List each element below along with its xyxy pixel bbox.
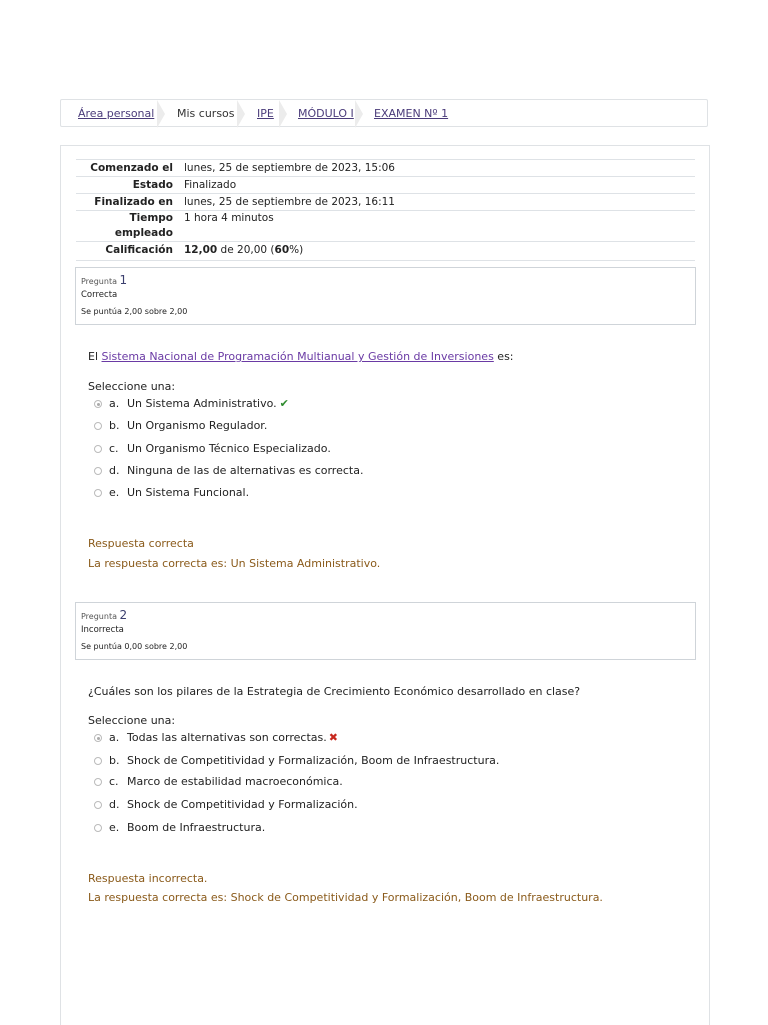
breadcrumb-separator	[157, 100, 165, 128]
breadcrumb-separator	[279, 100, 287, 128]
select-prompt: Seleccione una:	[88, 714, 176, 727]
question-info-2	[75, 602, 696, 660]
breadcrumb-examen[interactable]: EXAMEN Nº 1	[374, 107, 449, 120]
option-text: Shock de Competitividad y Formalización, Boom de Infraestructura.	[127, 754, 500, 767]
question-number: Pregunta 2	[81, 608, 128, 622]
option-letter: d.	[109, 464, 120, 477]
option-letter: e.	[109, 821, 120, 834]
cross-icon: ✖	[328, 731, 338, 744]
radio-button[interactable]	[94, 757, 102, 765]
question-link[interactable]: Sistema Nacional de Programación Multianual y Gestión de Inversiones	[101, 350, 494, 363]
breadcrumb	[60, 99, 708, 127]
breadcrumb-separator	[237, 100, 245, 128]
option-text: Un Organismo Técnico Especializado.	[127, 442, 331, 455]
summary-time-row	[76, 210, 695, 241]
option-letter: b.	[109, 754, 120, 767]
summary-started-row	[76, 159, 695, 177]
breadcrumb-mis-cursos[interactable]: Mis cursos	[177, 107, 235, 120]
option-text: Ninguna de las de alternativas es correcta.	[127, 464, 364, 477]
option-text: Un Organismo Regulador.	[127, 419, 268, 432]
summary-label: Calificación	[105, 244, 173, 256]
breadcrumb-separator	[355, 100, 363, 128]
option-letter: c.	[109, 442, 119, 455]
feedback-correct-answer: La respuesta correcta es: Shock de Competitividad y Formalización, Boom de Infraestructura.	[88, 891, 603, 904]
radio-button[interactable]	[94, 778, 102, 786]
option-text: Todas las alternativas son correctas. ✖	[127, 731, 338, 744]
question-state: Incorrecta	[81, 625, 124, 635]
grade-percent: 60	[274, 244, 290, 256]
option-letter: a.	[109, 397, 120, 410]
question-number: Pregunta 1	[81, 273, 128, 287]
summary-label: Estado	[132, 179, 173, 191]
option-text: Un Sistema Funcional.	[127, 486, 250, 499]
option-text: Un Sistema Administrativo. ✔	[127, 397, 289, 410]
option-text: Marco de estabilidad macroeconómica.	[127, 775, 343, 788]
grade-text: de 20,00 (	[217, 244, 275, 256]
radio-button[interactable]	[94, 824, 102, 832]
feedback-status: Respuesta incorrecta.	[88, 872, 208, 885]
option-text: Shock de Competitividad y Formalización.	[127, 798, 358, 811]
radio-button[interactable]	[94, 422, 102, 430]
summary-finished-row	[76, 193, 695, 211]
question-state: Correcta	[81, 290, 118, 300]
summary-label: Finalizado en	[94, 196, 173, 208]
radio-button[interactable]	[94, 445, 102, 453]
select-prompt: Seleccione una:	[88, 380, 176, 393]
summary-label: Tiempo	[129, 212, 173, 224]
summary-value: 1 hora 4 minutos	[184, 212, 274, 224]
breadcrumb-modulo[interactable]: MÓDULO I	[298, 107, 354, 120]
summary-value: lunes, 25 de septiembre de 2023, 15:06	[184, 162, 395, 174]
question-text-2: ¿Cuáles son los pilares de la Estrategia de Crecimiento Económico desarrollado en clase?	[88, 685, 581, 698]
option-text: Boom de Infraestructura.	[127, 821, 266, 834]
summary-divider	[76, 260, 695, 261]
summary-state-row	[76, 176, 695, 194]
grade-score: 12,00	[184, 244, 218, 256]
question-grade: Se puntúa 0,00 sobre 2,00	[81, 642, 188, 651]
breadcrumb-ipe[interactable]: IPE	[257, 107, 274, 120]
summary-label: empleado	[114, 227, 173, 239]
option-letter: d.	[109, 798, 120, 811]
radio-button[interactable]	[94, 489, 102, 497]
summary-label: Comenzado el	[90, 162, 173, 174]
option-letter: e.	[109, 486, 120, 499]
option-letter: b.	[109, 419, 120, 432]
grade-text-end: %)	[289, 244, 304, 256]
radio-button[interactable]	[94, 801, 102, 809]
radio-button[interactable]	[94, 467, 102, 475]
feedback-correct-answer: La respuesta correcta es: Un Sistema Administrativo.	[88, 557, 381, 570]
summary-grade-value	[184, 243, 303, 258]
summary-value: lunes, 25 de septiembre de 2023, 16:11	[184, 196, 395, 208]
summary-grade-row	[76, 241, 695, 261]
breadcrumb-area-personal[interactable]: Área personal	[78, 107, 155, 120]
feedback-status: Respuesta correcta	[88, 537, 194, 550]
radio-selected[interactable]	[94, 734, 102, 742]
check-icon: ✔	[279, 397, 289, 410]
option-letter: c.	[109, 775, 119, 788]
radio-selected[interactable]	[94, 400, 102, 408]
option-letter: a.	[109, 731, 120, 744]
question-text-1: El Sistema Nacional de Programación Multianual y Gestión de Inversiones es:	[88, 350, 514, 363]
question-info-1	[75, 267, 696, 325]
summary-value: Finalizado	[184, 179, 237, 191]
question-grade: Se puntúa 2,00 sobre 2,00	[81, 307, 188, 316]
